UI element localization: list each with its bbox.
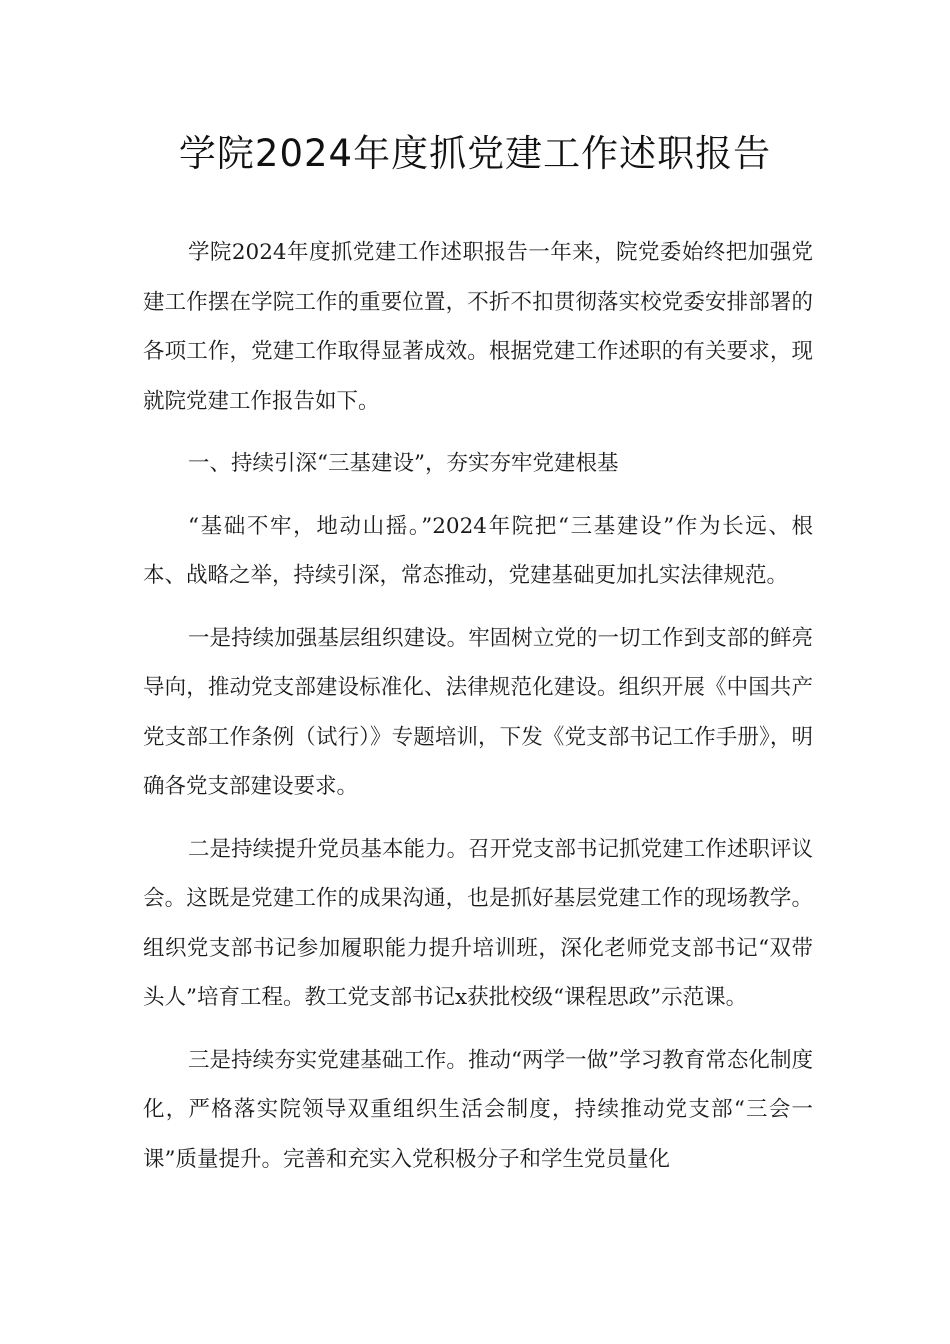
paragraph-point-3: 三是持续夯实党建基础工作。推动“两学一做”学习教育常态化制度化，严格落实院领导双重组织生活会制度，持续推动党支部“三会一课”质量提升。完善和充实入党积极分子和学生党员量化 (143, 1047, 813, 1172)
paragraph-section-1-lead: “基础不牢，地动山摇。”2024年院把“三基建设”作为长远、根本、战略之举，持续引深，常态推动，党建基础更加扎实法律规范。 (143, 513, 813, 588)
paragraph-point-2: 二是持续提升党员基本能力。召开党支部书记抓党建工作述职评议会。这既是党建工作的成果沟通，也是抓好基层党建工作的现场教学。组织党支部书记参加履职能力提升培训班，深化老师党支部书记“双带头人”培育工程。教工党支部书记x获批校级“课程思政”示范课。 (143, 836, 813, 1010)
paragraph-intro: 学院2024年度抓党建工作述职报告一年来，院党委始终把加强党建工作摆在学院工作的重要位置，不折不扣贯彻落实校党委安排部署的各项工作，党建工作取得显著成效。根据党建工作述职的有关要求，现就院党建工作报告如下。 (143, 240, 813, 414)
document-body (143, 228, 813, 1197)
document-title: 学院2024年度抓党建工作述职报告 (178, 132, 772, 175)
paragraph-point-1: 一是持续加强基层组织建设。牢固树立党的一切工作到支部的鲜亮导向，推动党支部建设标准化、法律规范化建设。组织开展《中国共产党支部工作条例（试行）》专题培训，下发《党支部书记工作手册》，明确各党支部建设要求。 (143, 625, 813, 799)
section-heading-1: 一、持续引深“三基建设”，夯实夯牢党建根基 (188, 451, 619, 476)
